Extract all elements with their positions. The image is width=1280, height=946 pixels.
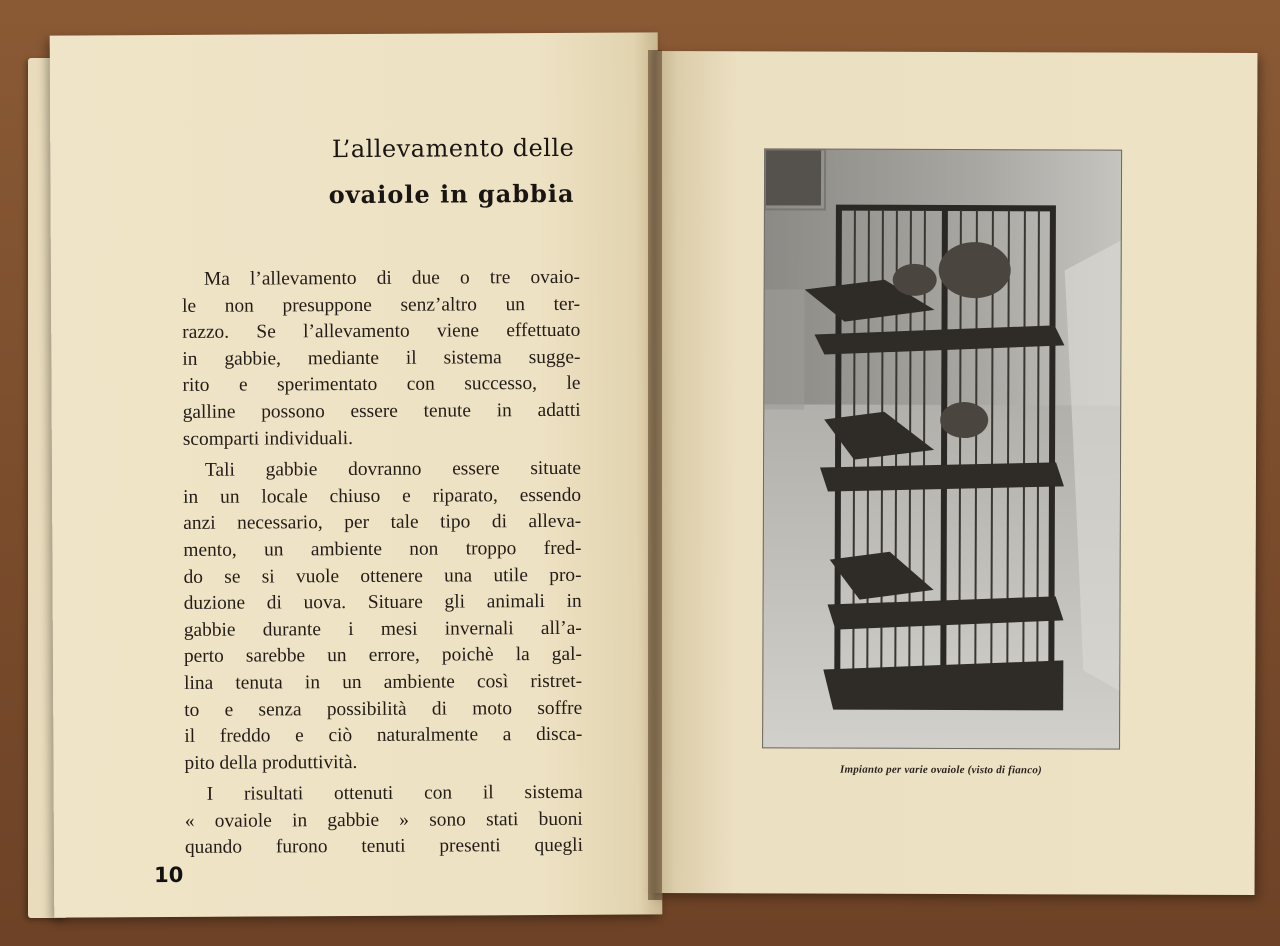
- chapter-title-line: L’allevamento delle: [331, 133, 575, 164]
- text-line: I risultati ottenuti con il sistema: [206, 782, 583, 806]
- text-line: lina tenuta in un ambiente così ristret-: [184, 670, 583, 694]
- text-line: quando furono tenuti presenti quegli: [184, 835, 583, 859]
- text-line: gabbie durante i mesi invernali all’a-: [183, 617, 582, 641]
- text-line: razzo. Se l’allevamento viene effettuato: [182, 320, 581, 344]
- text-line: il freddo e ciò naturalmente a disca-: [184, 723, 583, 747]
- text-line: duzione di uova. Situare gli animali in: [183, 590, 582, 615]
- cage-photo: [763, 149, 1121, 748]
- text-line: Tali gabbie dovranno essere situate: [204, 457, 582, 481]
- text-line: to e senza possibilità di moto soffre: [184, 697, 583, 721]
- text-line: mento, un ambiente non troppo fred-: [183, 537, 582, 561]
- text-line: rito e sperimentato con successo, le: [182, 373, 581, 397]
- text-line: le non presuppone senz’altro un ter-: [182, 293, 581, 317]
- text-line: Ma l’allevamento di due o tre ovaio-: [203, 266, 581, 290]
- text-line: do se si vuole ottenere una utile pro-: [183, 564, 582, 588]
- text-line: in gabbie, mediante il sistema sugge-: [182, 346, 581, 370]
- body-text: [182, 265, 583, 867]
- page-number: 10: [154, 862, 184, 888]
- text-line: pito della produttività.: [184, 751, 358, 774]
- text-line: scomparti individuali.: [182, 427, 354, 450]
- paragraph: [182, 265, 581, 453]
- left-page: [50, 32, 663, 917]
- photo-caption: Impianto per varie ovaiole (visto di fianco): [839, 763, 1042, 777]
- chapter-title: [214, 125, 574, 219]
- right-page: [651, 51, 1258, 895]
- text-line: galline possono essere tenute in adatti: [182, 399, 581, 423]
- text-line: in un locale chiuso e riparato, essendo: [183, 484, 582, 508]
- paragraph: [183, 456, 583, 777]
- text-line: « ovaiole in gabbie » sono stati buoni: [184, 808, 583, 832]
- chapter-title-line: ovaiole in gabbia: [328, 178, 575, 210]
- cage-photo-icon: [763, 149, 1121, 748]
- text-line: anzi necessario, per tale tipo di alleva-: [183, 511, 582, 535]
- text-line: perto sarebbe un errore, poichè la gal-: [183, 644, 582, 668]
- book-gutter: [648, 50, 662, 900]
- paragraph: [185, 780, 583, 862]
